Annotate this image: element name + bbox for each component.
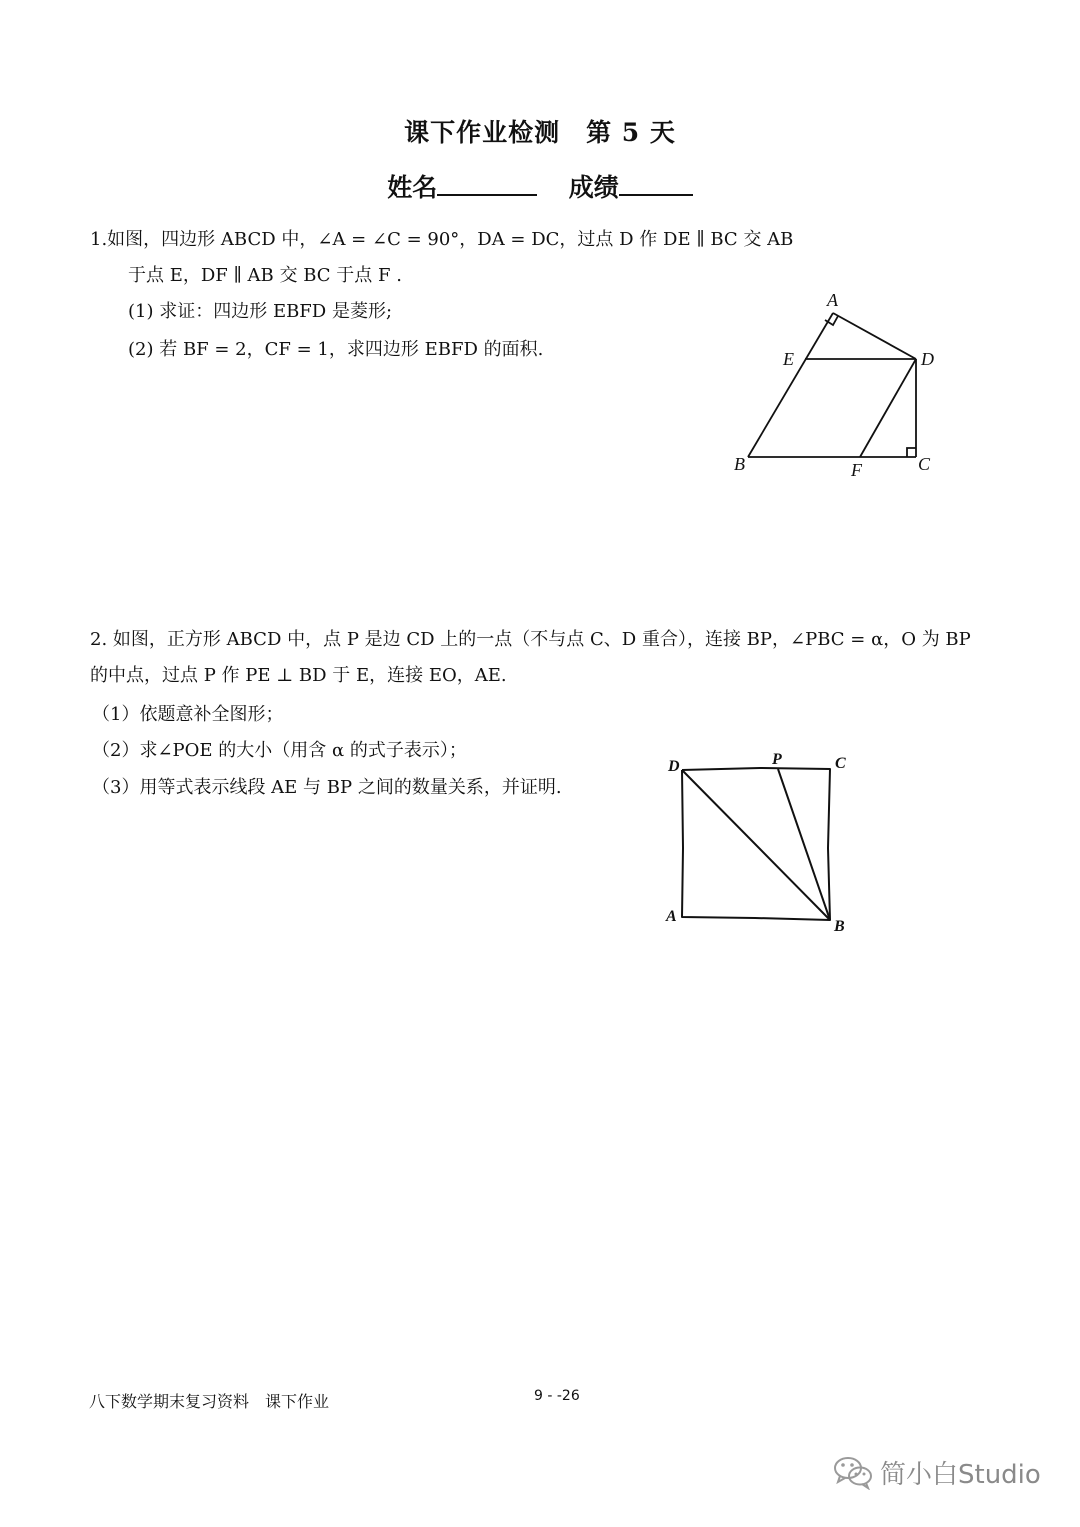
label-D2: D	[668, 758, 680, 775]
question1-line2: 于点 E，DF ∥ AB 交 BC 于点 F .	[128, 265, 402, 286]
name-blank	[437, 174, 537, 196]
wechat-icon	[832, 1454, 874, 1490]
question2-figure	[660, 748, 860, 938]
label-A: A	[827, 290, 838, 310]
page-number: 9 - -26	[534, 1388, 580, 1404]
label-A2: A	[666, 908, 677, 925]
name-label: 姓名	[387, 173, 438, 202]
question2-part1: （1）依题意补全图形；	[92, 704, 284, 725]
right-angle-mark-C	[907, 448, 916, 457]
segment-BP	[778, 769, 830, 920]
question1-figure	[725, 285, 955, 485]
segment-AB	[748, 313, 833, 457]
segment-AD	[833, 313, 916, 359]
label-C2: C	[835, 755, 846, 772]
question2-part3: （3）用等式表示线段 AE 与 BP 之间的数量关系，并证明.	[92, 777, 562, 798]
segment-DF	[860, 359, 916, 457]
label-F: F	[851, 460, 862, 480]
label-B2: B	[834, 918, 845, 935]
watermark	[832, 1452, 1062, 1492]
footer-text: 八下数学期末复习资料 课下作业	[89, 1392, 330, 1411]
question1-part2: (2) 若 BF = 2，CF = 1，求四边形 EBFD 的面积.	[128, 339, 544, 360]
label-C: C	[918, 454, 931, 474]
question2-part2: （2）求∠POE 的大小（用含 α 的式子表示）；	[92, 740, 467, 761]
diagonal-DB	[682, 770, 830, 920]
score-blank	[619, 174, 693, 196]
name-score-line	[0, 168, 1080, 204]
watermark-text: 简小白Studio	[880, 1460, 1041, 1490]
label-D: D	[921, 349, 934, 369]
question2-line2: 的中点，过点 P 作 PE ⊥ BD 于 E，连接 EO，AE.	[90, 665, 507, 686]
score-label: 成绩	[568, 173, 619, 202]
label-E: E	[783, 349, 794, 369]
page-title: 课下作业检测 第 5 天	[404, 118, 676, 147]
label-P: P	[772, 751, 782, 768]
question1-part1: (1) 求证：四边形 EBFD 是菱形;	[128, 301, 393, 322]
label-B: B	[734, 454, 745, 474]
question2-line1: 2. 如图，正方形 ABCD 中，点 P 是边 CD 上的一点（不与点 C、D 重合），连接 BP，∠PBC = α，O 为 BP	[90, 629, 971, 650]
question1-line1: 1.如图，四边形 ABCD 中，∠A = ∠C = 90°，DA = DC，过点 D 作 DE ∥ BC 交 AB	[90, 229, 794, 250]
